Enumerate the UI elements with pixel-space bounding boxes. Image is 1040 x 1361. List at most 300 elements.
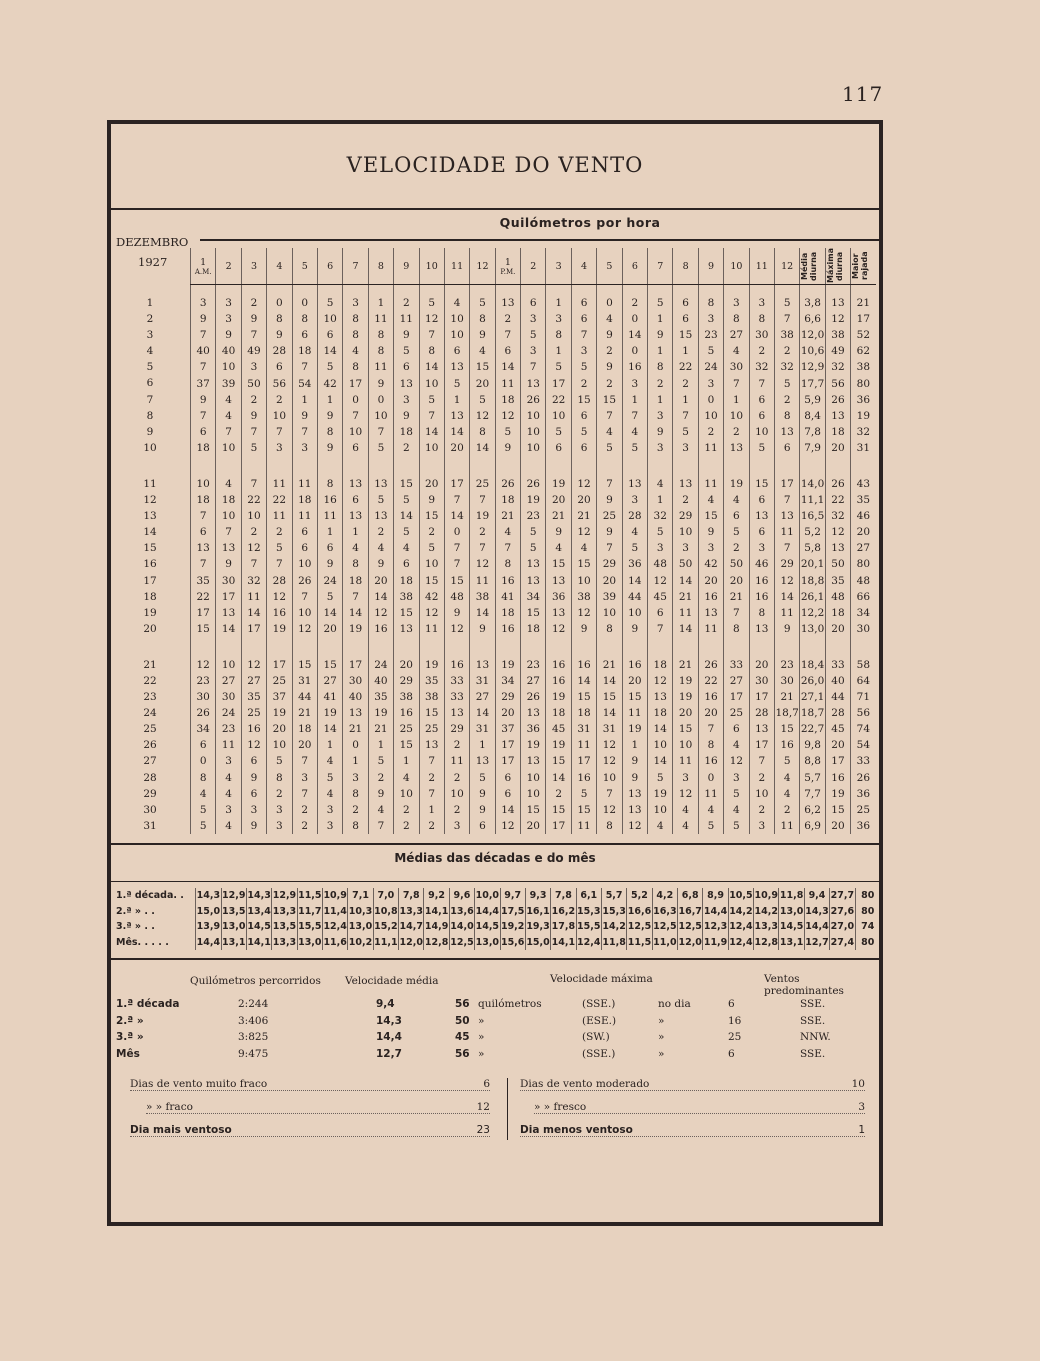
hour-value: 40 xyxy=(343,689,368,705)
hour-value: 15 xyxy=(673,327,698,343)
hour-value: 15 xyxy=(470,359,495,375)
decade-value: 13,3 xyxy=(754,919,779,935)
hour-value: 48 xyxy=(825,589,850,605)
hour-value: 2 xyxy=(648,375,673,391)
hour-value: 64 xyxy=(851,673,876,689)
hour-value: 37 xyxy=(191,375,216,391)
hour-value: 30 xyxy=(343,673,368,689)
hour-value: 74 xyxy=(851,721,876,737)
hour-value: 11 xyxy=(368,359,393,375)
decade-value: 14,3 xyxy=(196,888,221,904)
moderado-row xyxy=(520,1078,865,1091)
hour-value: 21 xyxy=(724,589,749,605)
hour-value: 13 xyxy=(394,621,419,637)
hour-value: 19 xyxy=(521,737,546,753)
decade-value: 14,1 xyxy=(246,935,271,951)
hour-value: 23 xyxy=(191,673,216,689)
decade-value: 11,4 xyxy=(322,904,347,920)
hour-value: 15 xyxy=(749,476,774,492)
hour-value: 33 xyxy=(851,753,876,769)
hour-value: 14 xyxy=(622,573,647,589)
hour-value: 13 xyxy=(698,605,723,621)
hour-value: 6 xyxy=(749,524,774,540)
hour-value: 20 xyxy=(470,375,495,391)
hour-value: 38 xyxy=(419,689,444,705)
muito-fraco-label: Dias de vento muito fraco xyxy=(130,1078,268,1090)
hour-value: 14 xyxy=(546,770,571,786)
summary-day: 25 xyxy=(728,1031,742,1043)
hour-value: 5 xyxy=(597,440,622,456)
hour-value: 21 xyxy=(292,705,317,721)
hour-value: 9 xyxy=(698,524,723,540)
hour-value: 5 xyxy=(444,375,469,391)
day-number: 20 xyxy=(143,622,157,635)
hour-value: 20 xyxy=(521,818,546,834)
hour-value: 8,4 xyxy=(800,408,825,424)
hour-value: 6 xyxy=(546,440,571,456)
spacer-cell xyxy=(622,285,647,296)
hour-value: 6 xyxy=(317,540,342,556)
decade-value: 16,3 xyxy=(652,904,677,920)
decade-value: 14,0 xyxy=(449,919,474,935)
decade-value: 19,2 xyxy=(500,919,525,935)
hour-value: 13 xyxy=(774,508,799,524)
hour-value: 5 xyxy=(317,295,342,311)
hour-value: 13 xyxy=(749,508,774,524)
hour-value: 18 xyxy=(825,605,850,621)
hour-value: 24 xyxy=(698,359,723,375)
hour-value: 20 xyxy=(825,440,850,456)
decade-label: 3.ª » . . xyxy=(116,921,155,933)
gap-cell xyxy=(800,456,825,476)
hour-value: 5 xyxy=(521,524,546,540)
decade-value: 27,7 xyxy=(830,888,855,904)
hour-value: 7 xyxy=(774,311,799,327)
hour-value: 44 xyxy=(292,689,317,705)
hour-value: 16 xyxy=(571,657,596,673)
hour-value: 10 xyxy=(724,408,749,424)
hour-value: 7 xyxy=(774,492,799,508)
hour-value: 12 xyxy=(191,657,216,673)
hour-value: 19 xyxy=(267,621,292,637)
hour-value: 3 xyxy=(267,440,292,456)
hour-value: 13 xyxy=(368,508,393,524)
hour-value: 5 xyxy=(368,440,393,456)
decade-value: 13,9 xyxy=(196,919,221,935)
gap-cell xyxy=(724,456,749,476)
gap-cell xyxy=(191,637,216,657)
hour-value: 5 xyxy=(267,753,292,769)
hour-value: 56 xyxy=(267,375,292,391)
hour-value: 14 xyxy=(216,621,241,637)
hour-value: 7 xyxy=(774,540,799,556)
hour-value: 10 xyxy=(521,786,546,802)
hour-value: 16 xyxy=(495,573,520,589)
decade-value: 14,4 xyxy=(196,935,221,951)
day-number: 19 xyxy=(143,606,157,619)
hour-value: 26,1 xyxy=(800,589,825,605)
hour-value: 10 xyxy=(267,408,292,424)
gap-cell xyxy=(241,637,266,657)
hour-header xyxy=(191,248,216,285)
hour-value: 27 xyxy=(521,673,546,689)
hour-value: 36 xyxy=(521,721,546,737)
hour-value: 39 xyxy=(216,375,241,391)
hour-value: 7 xyxy=(470,492,495,508)
hour-value: 1 xyxy=(317,392,342,408)
gap-cell xyxy=(470,456,495,476)
hour-value: 17 xyxy=(191,605,216,621)
hour-value: 5 xyxy=(648,524,673,540)
hour-value: 12 xyxy=(241,540,266,556)
stat-header xyxy=(851,248,876,285)
hour-value: 1 xyxy=(648,343,673,359)
hour-value: 13 xyxy=(546,573,571,589)
hour-value: 9 xyxy=(648,327,673,343)
hour-value: 17,7 xyxy=(800,375,825,391)
spacer-cell xyxy=(343,285,368,296)
hour-value: 7 xyxy=(191,327,216,343)
hour-value: 3 xyxy=(267,802,292,818)
hour-value: 5,9 xyxy=(800,392,825,408)
gap-cell xyxy=(444,637,469,657)
hour-value: 18,7 xyxy=(774,705,799,721)
hour-value: 10 xyxy=(444,786,469,802)
hour-value: 16 xyxy=(546,657,571,673)
hour-value: 18 xyxy=(292,492,317,508)
hour-value: 7 xyxy=(267,556,292,572)
spacer-cell xyxy=(216,285,241,296)
gap-cell xyxy=(648,456,673,476)
hour-value: 20 xyxy=(698,573,723,589)
decade-value: 9,7 xyxy=(500,888,525,904)
hour-value: 10 xyxy=(317,311,342,327)
gap-cell xyxy=(470,637,495,657)
hour-value: 12 xyxy=(597,753,622,769)
hour-value: 3 xyxy=(317,818,342,834)
hour-value: 17 xyxy=(216,589,241,605)
hour-value: 4 xyxy=(597,311,622,327)
hour-value: 4 xyxy=(216,818,241,834)
hour-value: 49 xyxy=(825,343,850,359)
hour-value: 7 xyxy=(419,753,444,769)
decade-value: 14,4 xyxy=(703,904,728,920)
hour-value: 35 xyxy=(851,492,876,508)
hour-value: 19 xyxy=(622,721,647,737)
hour-value: 5 xyxy=(521,540,546,556)
summary-pred: SSE. xyxy=(800,1014,826,1027)
hour-value: 20 xyxy=(825,818,850,834)
hour-value: 20 xyxy=(673,705,698,721)
hour-value: 11 xyxy=(470,573,495,589)
fraco-label: » » fraco xyxy=(146,1101,193,1113)
hour-value: 10 xyxy=(444,327,469,343)
stat-header-label: Máxima diurna xyxy=(825,248,844,284)
decade-value: 9,2 xyxy=(424,888,449,904)
hour-value: 32 xyxy=(825,359,850,375)
hour-value: 56 xyxy=(825,375,850,391)
hour-value: 17 xyxy=(495,753,520,769)
hour-value: 7 xyxy=(597,476,622,492)
hour-value: 15 xyxy=(317,657,342,673)
hour-value: 4 xyxy=(546,540,571,556)
hour-value: 9 xyxy=(571,621,596,637)
hourly-table xyxy=(190,248,876,834)
hour-value: 19 xyxy=(317,705,342,721)
hour-value: 13 xyxy=(470,753,495,769)
hour-value: 17 xyxy=(571,753,596,769)
hour-value: 2 xyxy=(394,440,419,456)
hour-value: 12 xyxy=(724,753,749,769)
hour-value: 1 xyxy=(292,392,317,408)
hour-value: 2 xyxy=(241,295,266,311)
day-number: 26 xyxy=(143,739,157,752)
hour-value: 8 xyxy=(470,311,495,327)
hour-value: 39 xyxy=(597,589,622,605)
hour-value: 27 xyxy=(724,673,749,689)
hour-value: 17 xyxy=(267,657,292,673)
hour-value: 12 xyxy=(292,621,317,637)
hour-value: 33 xyxy=(444,673,469,689)
hour-value: 8 xyxy=(292,311,317,327)
hour-value: 2 xyxy=(368,770,393,786)
decade-value: 8,9 xyxy=(703,888,728,904)
hour-value: 20 xyxy=(317,621,342,637)
hour-value: 4 xyxy=(724,492,749,508)
hour-value: 3 xyxy=(216,753,241,769)
hour-value: 26 xyxy=(191,705,216,721)
hour-value: 23 xyxy=(521,657,546,673)
decade-value: 12,4 xyxy=(322,919,347,935)
hour-value: 3 xyxy=(648,440,673,456)
hour-value: 5 xyxy=(470,770,495,786)
hour-value: 20 xyxy=(267,721,292,737)
hour-value: 5 xyxy=(368,492,393,508)
hour-value: 3 xyxy=(648,540,673,556)
hour-value: 54 xyxy=(292,375,317,391)
hour-value: 8 xyxy=(343,311,368,327)
hour-value: 20 xyxy=(749,657,774,673)
hour-value: 5 xyxy=(648,295,673,311)
hour-value: 9 xyxy=(267,327,292,343)
hour-value: 26 xyxy=(292,573,317,589)
decade-value: 15,0 xyxy=(525,935,550,951)
hour-value: 9 xyxy=(622,753,647,769)
hour-value: 17 xyxy=(444,476,469,492)
hour-value: 20 xyxy=(419,476,444,492)
decade-value: 13,0 xyxy=(779,904,804,920)
decade-value: 12,4 xyxy=(576,935,601,951)
hour-header: 3 xyxy=(241,248,266,285)
hour-value: 16 xyxy=(622,657,647,673)
hour-value: 31 xyxy=(470,673,495,689)
hour-value: 9 xyxy=(648,424,673,440)
hour-value: 12 xyxy=(774,573,799,589)
spacer-cell xyxy=(774,285,799,296)
hour-value: 18,4 xyxy=(800,657,825,673)
hour-value: 20,1 xyxy=(800,556,825,572)
hour-value: 42 xyxy=(419,589,444,605)
decade-value: 12,0 xyxy=(678,935,703,951)
hour-value: 13 xyxy=(216,605,241,621)
hour-value: 80 xyxy=(851,375,876,391)
hour-value: 12 xyxy=(419,605,444,621)
summary-header-vmax: Velocidade máxima xyxy=(550,973,653,985)
day-number: 25 xyxy=(143,723,157,736)
units-header: Quilómetros por hora xyxy=(499,215,661,230)
hour-value: 11 xyxy=(571,818,596,834)
hour-value: 40 xyxy=(368,673,393,689)
hour-value: 21 xyxy=(571,508,596,524)
decade-value: 14,3 xyxy=(804,904,829,920)
hour-value: 4 xyxy=(191,786,216,802)
summary-label: 2.ª » xyxy=(116,1014,144,1027)
hour-value: 22 xyxy=(191,589,216,605)
hour-value: 3 xyxy=(267,818,292,834)
hour-value: 30 xyxy=(216,573,241,589)
hour-value: 3 xyxy=(749,818,774,834)
spacer-cell xyxy=(267,285,292,296)
day-number: 27 xyxy=(143,755,157,768)
hour-value: 16 xyxy=(317,492,342,508)
hour-value: 19 xyxy=(419,657,444,673)
hour-value: 27 xyxy=(724,327,749,343)
hour-value: 13 xyxy=(444,408,469,424)
gap-cell xyxy=(419,637,444,657)
hour-value: 6 xyxy=(571,440,596,456)
hour-value: 10 xyxy=(292,556,317,572)
hour-value: 18 xyxy=(825,424,850,440)
summary-nodia: » xyxy=(658,1014,665,1027)
hour-value: 18 xyxy=(394,424,419,440)
hour-value: 44 xyxy=(622,589,647,605)
hour-value: 32 xyxy=(648,508,673,524)
hour-value: 6 xyxy=(724,721,749,737)
hour-value: 2 xyxy=(495,311,520,327)
hour-value: 7 xyxy=(343,408,368,424)
hour-value: 1 xyxy=(368,295,393,311)
hour-value: 5 xyxy=(698,818,723,834)
hour-value: 7 xyxy=(648,621,673,637)
hour-value: 20 xyxy=(622,673,647,689)
hour-value: 6 xyxy=(521,295,546,311)
summary-vm: 12,7 xyxy=(376,1047,402,1060)
decade-value: 13,1 xyxy=(221,935,246,951)
day-number: 14 xyxy=(143,526,157,539)
hour-value: 2 xyxy=(241,392,266,408)
hour-value: 16,5 xyxy=(800,508,825,524)
hour-value: 20 xyxy=(698,705,723,721)
hour-value: 5,7 xyxy=(800,770,825,786)
hour-value: 14 xyxy=(470,605,495,621)
hour-value: 5 xyxy=(267,540,292,556)
hour-value: 10 xyxy=(267,737,292,753)
day-number: 2 xyxy=(146,313,154,326)
decade-value: 7,0 xyxy=(373,888,398,904)
spacer-cell xyxy=(825,285,850,296)
hour-value: 16 xyxy=(749,589,774,605)
hour-value: 5 xyxy=(622,540,647,556)
day-number: 28 xyxy=(143,771,157,784)
hour-value: 9 xyxy=(241,311,266,327)
hour-value: 10 xyxy=(419,556,444,572)
hour-value: 2 xyxy=(267,786,292,802)
hour-value: 3 xyxy=(571,343,596,359)
decade-value: 15,5 xyxy=(576,919,601,935)
spacer-cell xyxy=(648,285,673,296)
hour-value: 20 xyxy=(851,524,876,540)
decade-value: 11,7 xyxy=(297,904,322,920)
hour-value: 28 xyxy=(267,343,292,359)
hour-value: 2 xyxy=(267,392,292,408)
hour-value: 3 xyxy=(521,343,546,359)
gap xyxy=(110,456,190,476)
hour-value: 14 xyxy=(419,359,444,375)
decade-value: 12,8 xyxy=(424,935,449,951)
spacer-cell xyxy=(673,285,698,296)
decade-value: 10,0 xyxy=(475,888,500,904)
hour-value: 10 xyxy=(648,802,673,818)
hour-value: 13 xyxy=(521,375,546,391)
hour-value: 13 xyxy=(825,295,850,311)
hour-value: 32 xyxy=(241,573,266,589)
hour-value: 10 xyxy=(521,408,546,424)
hour-value: 8 xyxy=(368,327,393,343)
hour-value: 1 xyxy=(673,343,698,359)
hour-value: 4 xyxy=(698,492,723,508)
decade-value: 11,1 xyxy=(373,935,398,951)
hour-value: 14 xyxy=(673,573,698,589)
hour-value: 22 xyxy=(698,673,723,689)
hour-value: 15 xyxy=(774,721,799,737)
day-column xyxy=(110,248,190,834)
hour-value: 19 xyxy=(648,786,673,802)
hour-value: 14 xyxy=(470,440,495,456)
hour-value: 16 xyxy=(698,689,723,705)
hour-value: 3 xyxy=(648,408,673,424)
hour-value: 23 xyxy=(216,721,241,737)
hour-value: 13 xyxy=(343,476,368,492)
hour-value: 7 xyxy=(419,327,444,343)
hour-value: 12 xyxy=(571,524,596,540)
hour-value: 16 xyxy=(368,621,393,637)
hour-value: 7 xyxy=(241,556,266,572)
hour-value: 5 xyxy=(368,753,393,769)
day-number: 22 xyxy=(143,674,157,687)
decade-value: 10,9 xyxy=(322,888,347,904)
hour-value: 9 xyxy=(317,440,342,456)
hour-value: 7 xyxy=(241,327,266,343)
hour-value: 18 xyxy=(521,621,546,637)
hour-value: 40 xyxy=(216,343,241,359)
hour-value: 19 xyxy=(724,476,749,492)
mais-ventoso-row xyxy=(130,1124,490,1137)
gap-cell xyxy=(191,456,216,476)
hour-value: 8 xyxy=(343,556,368,572)
hour-value: 18 xyxy=(394,573,419,589)
hour-value: 54 xyxy=(851,737,876,753)
hour-value: 36 xyxy=(851,786,876,802)
hour-value: 30 xyxy=(774,673,799,689)
hour-value: 2 xyxy=(394,295,419,311)
hour-value: 1 xyxy=(343,753,368,769)
hour-value: 62 xyxy=(851,343,876,359)
hour-value: 10 xyxy=(368,408,393,424)
hour-value: 2 xyxy=(597,343,622,359)
hour-value: 26 xyxy=(521,689,546,705)
spacer-cell xyxy=(546,285,571,296)
hour-value: 21 xyxy=(774,689,799,705)
